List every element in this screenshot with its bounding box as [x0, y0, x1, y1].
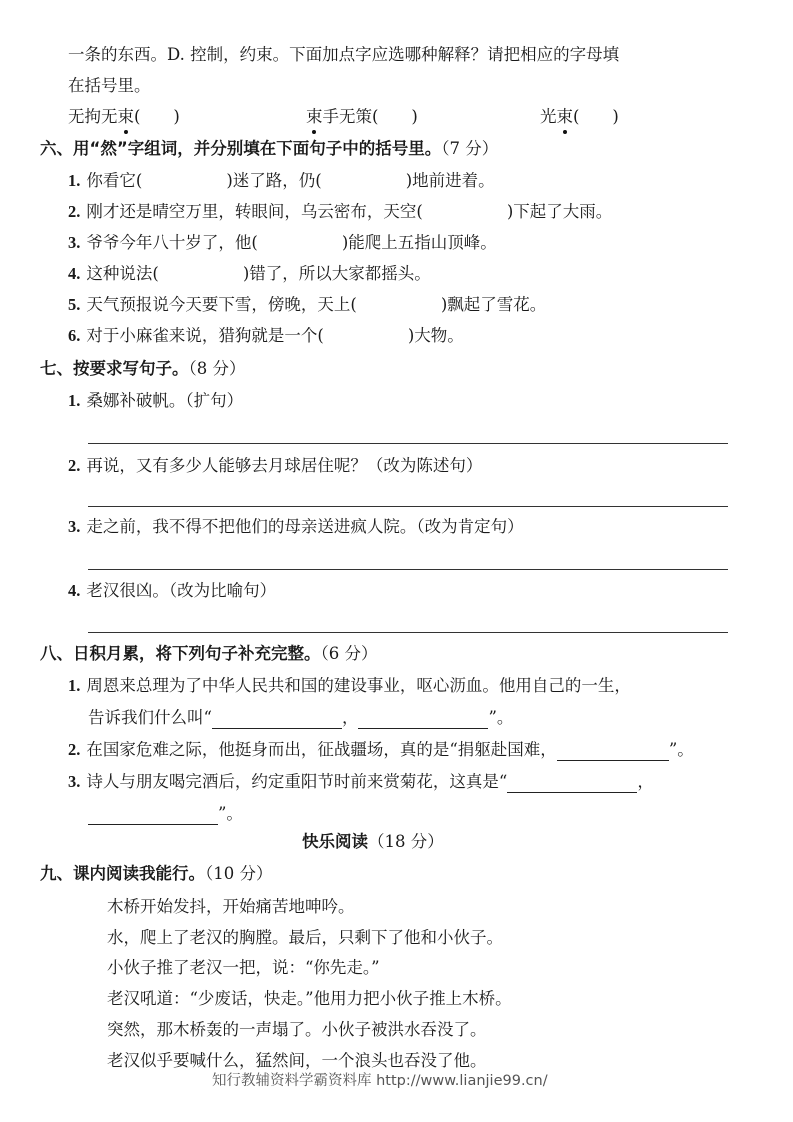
sentence-part: ”。 — [488, 708, 514, 727]
s7-item-4 — [68, 580, 276, 602]
item-number: 4. — [68, 581, 81, 600]
item-number: 3. — [68, 233, 81, 252]
sentence-part: ， — [637, 772, 654, 791]
sentence-part: )大物。 — [407, 326, 464, 345]
sentence-part: 刚才还是晴空万里，转眼间，乌云密布，天空( — [86, 202, 423, 221]
item-number: 1. — [68, 171, 81, 190]
item-number: 3. — [68, 517, 81, 536]
dotted-char: 束 — [556, 107, 573, 126]
intro-line-2: 在括号里。 — [68, 76, 151, 95]
sentence-text: 再说，又有多少人能够去月球居住呢？ — [86, 456, 367, 475]
item-number: 1. — [68, 391, 81, 410]
sentence-part: 你看它( — [86, 171, 143, 190]
word-prefix: 光 — [540, 107, 557, 126]
section-8-title — [40, 643, 378, 665]
s8-item-1-line-1 — [68, 675, 631, 697]
sentence-text: 走之前，我不得不把他们的母亲送进疯人院。 — [86, 517, 417, 536]
s8-item-3-line-2 — [88, 803, 243, 825]
sentence-part: )能爬上五指山顶峰。 — [341, 233, 497, 252]
s7-item-1 — [68, 390, 243, 412]
reading-heading-text: 快乐阅读 — [302, 832, 368, 851]
s6-item-5 — [68, 294, 546, 316]
fill-blank[interactable] — [358, 710, 488, 729]
sentence-part: 天气预报说今天要下雪，傍晚，天上( — [86, 295, 357, 314]
s8-item-2 — [68, 739, 694, 761]
s7-item-3 — [68, 516, 524, 538]
item-number: 4. — [68, 264, 81, 283]
sentence-text: 老汉很凶。 — [86, 581, 169, 600]
section-points: （6 分） — [320, 644, 378, 663]
s8-item-1-line-2 — [88, 707, 513, 729]
answer-line-3[interactable] — [88, 569, 728, 570]
item-number: 2. — [68, 740, 81, 759]
fill-blank[interactable] — [507, 774, 637, 793]
s6-item-2 — [68, 201, 612, 223]
section-9-title — [40, 863, 273, 885]
s6-item-4 — [68, 263, 431, 285]
word-suffix: 手无策 — [322, 107, 372, 126]
fill-blank[interactable] — [557, 742, 669, 761]
answer-paren[interactable]: ( ) — [573, 107, 619, 126]
sentence-part: 对于小麻雀来说，猎狗就是一个( — [86, 326, 324, 345]
s6-item-3 — [68, 232, 497, 254]
sentence-text: 周恩来总理为了中华人民共和国的建设事业，呕心沥血。他用自己的一生， — [86, 676, 631, 695]
passage-line-3: 小伙子推了老汉一把，说：“你先走。” — [107, 958, 380, 977]
s6-item-1 — [68, 170, 495, 192]
s6-item-6 — [68, 325, 464, 347]
requirement: （改为肯定句） — [416, 517, 524, 536]
reading-heading — [302, 831, 444, 853]
section-title-text: 八、日积月累，将下列句子补充完整。 — [40, 644, 321, 663]
sentence-part: )飘起了雪花。 — [440, 295, 547, 314]
sentence-part: 爷爷今年八十岁了，他( — [86, 233, 258, 252]
sentence-text: 桑娜补破帆。 — [86, 391, 186, 410]
answer-line-2[interactable] — [88, 506, 728, 507]
passage-line-4: 老汉吼道：“少废话，快走。”他用力把小伙子推上木桥。 — [107, 989, 512, 1008]
sentence-part: 告诉我们什么叫“ — [88, 708, 212, 727]
sentence-part: 诗人与朋友喝完酒后，约定重阳节时前来赏菊花，这真是“ — [86, 772, 508, 791]
dotted-char: 束 — [306, 107, 323, 126]
section-title-text: 七、按要求写句子。 — [40, 359, 189, 378]
word-prefix: 无拘无 — [68, 107, 118, 126]
intro-line-1: 一条的东西。D. 控制，约束。下面加点字应选哪种解释？请把相应的字母填 — [68, 45, 620, 64]
s7-item-2 — [68, 455, 482, 477]
answer-paren[interactable]: ( ) — [134, 107, 180, 126]
item-number: 5. — [68, 295, 81, 314]
section-title-text: 六、用“然”字组词，并分别填在下面句子中的括号里。 — [40, 139, 442, 158]
sentence-part: )错了，所以大家都摇头。 — [242, 264, 431, 283]
sentence-part: ， — [341, 708, 359, 727]
sentence-part: ”。 — [218, 804, 243, 823]
intro-word-3 — [540, 106, 619, 128]
passage-line-6: 老汉似乎要喊什么，猛然间，一个浪头也吞没了他。 — [107, 1051, 487, 1070]
sentence-part: 这种说法( — [86, 264, 159, 283]
sentence-part: ”。 — [668, 740, 694, 759]
item-number: 2. — [68, 202, 81, 221]
section-points: （7 分） — [441, 139, 499, 158]
sentence-part: )地前进着。 — [405, 171, 495, 190]
sentence-part: 在国家危难之际，他挺身而出，征战疆场，真的是“捐躯赴国难， — [86, 740, 557, 759]
section-7-title — [40, 358, 246, 380]
item-number: 3. — [68, 772, 81, 791]
footer-watermark: 知行教辅资料学霸资料库 http://www.lianjie99.cn/ — [212, 1073, 548, 1089]
section-points: （10 分） — [205, 864, 273, 883]
sentence-part: )迷了路，仍( — [226, 171, 322, 190]
answer-line-4[interactable] — [88, 632, 728, 633]
intro-word-1 — [68, 106, 180, 128]
fill-blank[interactable] — [88, 806, 218, 825]
item-number: 1. — [68, 676, 81, 695]
section-points: （8 分） — [188, 359, 246, 378]
answer-line-1[interactable] — [88, 443, 728, 444]
passage-line-1: 木桥开始发抖，开始痛苦地呻吟。 — [107, 897, 355, 916]
section-title-text: 九、课内阅读我能行。 — [40, 864, 205, 883]
fill-blank[interactable] — [212, 710, 342, 729]
intro-word-2 — [306, 106, 418, 128]
requirement: （扩句） — [185, 391, 244, 410]
reading-points: （18 分） — [368, 832, 444, 851]
passage-line-5: 突然，那木桥轰的一声塌了。小伙子被洪水吞没了。 — [107, 1020, 487, 1039]
item-number: 6. — [68, 326, 81, 345]
requirement: （改为比喻句） — [168, 581, 277, 600]
s8-item-3-line-1 — [68, 771, 654, 793]
passage-line-2: 水，爬上了老汉的胸膛。最后，只剩下了他和小伙子。 — [107, 928, 503, 947]
sentence-part: )下起了大雨。 — [506, 202, 613, 221]
section-6-title — [40, 138, 498, 160]
dotted-char: 束 — [117, 107, 134, 126]
item-number: 2. — [68, 456, 81, 475]
requirement: （改为陈述句） — [366, 456, 483, 475]
answer-paren[interactable]: ( ) — [372, 107, 418, 126]
